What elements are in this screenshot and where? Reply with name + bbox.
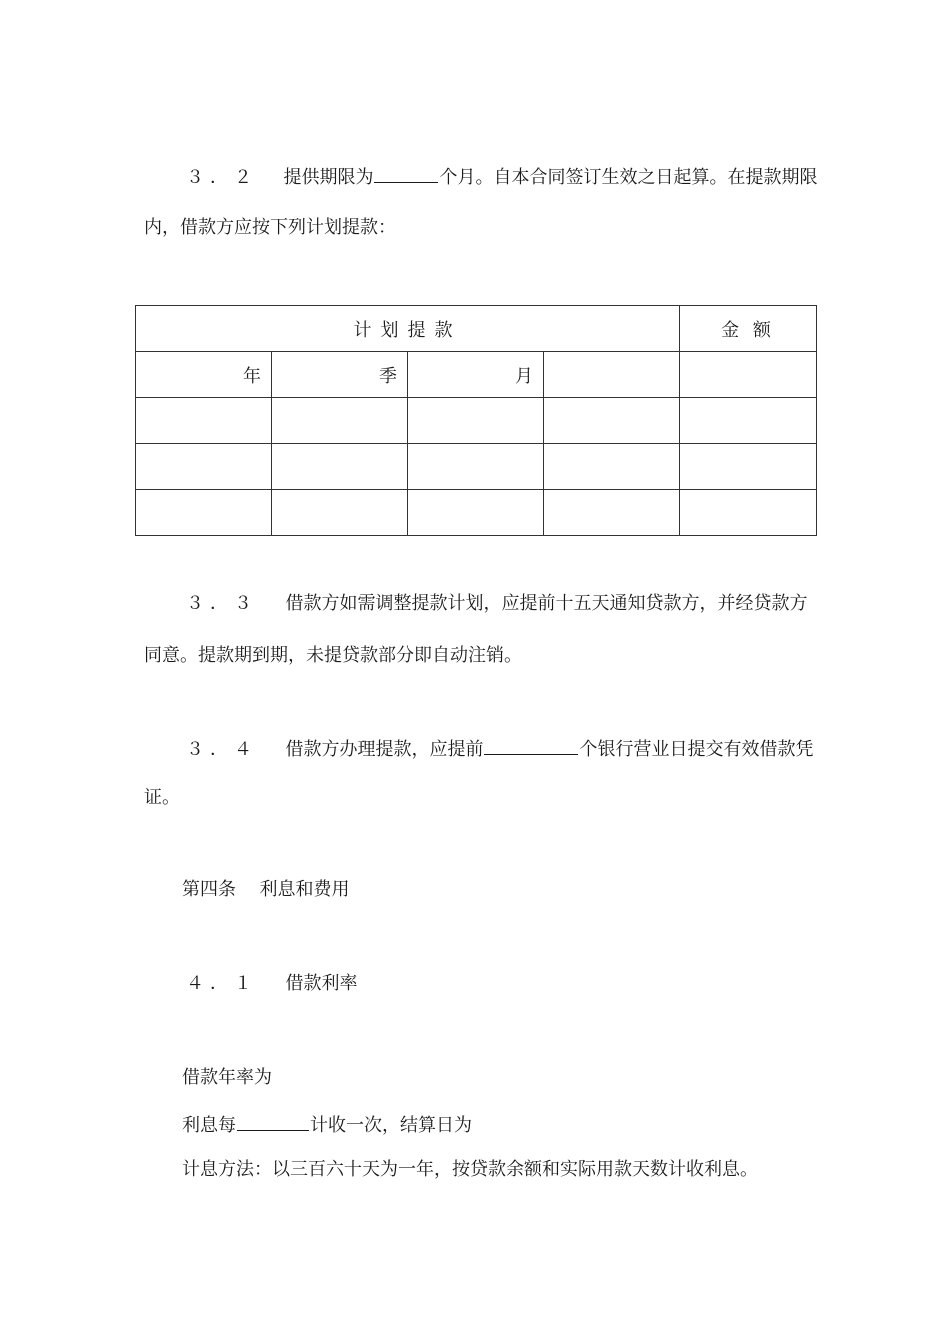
clause-3-3-continued: 同意。提款期到期，未提贷款部分即自动注销。 xyxy=(144,645,522,666)
interest-method-line: 计息方法：以三百六十天为一年，按贷款余额和实际用款天数计收利息。 xyxy=(182,1159,758,1180)
table-cell[interactable] xyxy=(680,444,817,490)
col-month: 月 xyxy=(408,352,544,398)
table-cell[interactable] xyxy=(136,398,272,444)
clause-3-4-continued: 证。 xyxy=(144,787,180,808)
header-withdrawal-plan: 计划提款 xyxy=(136,306,680,352)
table-cell[interactable] xyxy=(408,398,544,444)
table-cell[interactable] xyxy=(272,444,408,490)
table-cell[interactable] xyxy=(680,490,817,536)
clause-number: ４．１ xyxy=(186,973,258,994)
table-row xyxy=(136,444,817,490)
col-year: 年 xyxy=(136,352,272,398)
table-row xyxy=(136,490,817,536)
table-row xyxy=(136,398,817,444)
article-4-heading xyxy=(182,878,349,902)
line-text: 利息每 xyxy=(182,1115,236,1136)
clause-text: 借款方如需调整提款计划，应提前十五天通知贷款方，并经贷款方 xyxy=(285,593,808,614)
interest-frequency-line xyxy=(182,1112,472,1138)
blank-months[interactable] xyxy=(374,164,438,183)
clause-text: 借款方办理提款，应提前 xyxy=(285,739,484,760)
annual-rate-line: 借款年率为 xyxy=(182,1067,272,1088)
header-amount: 金 额 xyxy=(680,306,817,352)
clause-number: ３．３ xyxy=(186,593,258,614)
clause-text: 个月。自本合同签订生效之日起算。在提款期限 xyxy=(439,167,818,188)
table-subheader-row xyxy=(136,352,817,398)
table-header-row xyxy=(136,306,817,352)
blank-frequency[interactable] xyxy=(237,1112,309,1131)
table-cell[interactable] xyxy=(680,398,817,444)
clause-number: ３．４ xyxy=(186,739,258,760)
clause-3-2 xyxy=(186,164,817,190)
table-cell[interactable] xyxy=(544,398,680,444)
article-number: 第四条 xyxy=(182,879,236,900)
clause-3-2-continued: 内，借款方应按下列计划提款： xyxy=(144,217,396,238)
table-cell[interactable] xyxy=(680,352,817,398)
clause-3-3 xyxy=(186,592,807,616)
clause-title: 借款利率 xyxy=(285,973,358,994)
blank-business-days[interactable] xyxy=(484,736,578,755)
table-cell[interactable] xyxy=(408,444,544,490)
table-cell[interactable] xyxy=(136,444,272,490)
table-cell[interactable] xyxy=(544,444,680,490)
table-cell[interactable] xyxy=(272,490,408,536)
table-cell[interactable] xyxy=(408,490,544,536)
line-text: 计收一次，结算日为 xyxy=(310,1115,472,1136)
withdrawal-plan-table xyxy=(135,305,817,536)
col-season: 季 xyxy=(272,352,408,398)
clause-text: 个银行营业日提交有效借款凭 xyxy=(579,739,814,760)
table-cell[interactable] xyxy=(544,352,680,398)
clause-3-4 xyxy=(186,736,813,762)
clause-text: 提供期限为 xyxy=(283,167,374,188)
clause-number: ３．２ xyxy=(186,167,258,188)
table-cell[interactable] xyxy=(272,398,408,444)
article-title: 利息和费用 xyxy=(259,879,350,900)
table-cell[interactable] xyxy=(544,490,680,536)
table-cell[interactable] xyxy=(136,490,272,536)
clause-4-1 xyxy=(186,972,357,996)
